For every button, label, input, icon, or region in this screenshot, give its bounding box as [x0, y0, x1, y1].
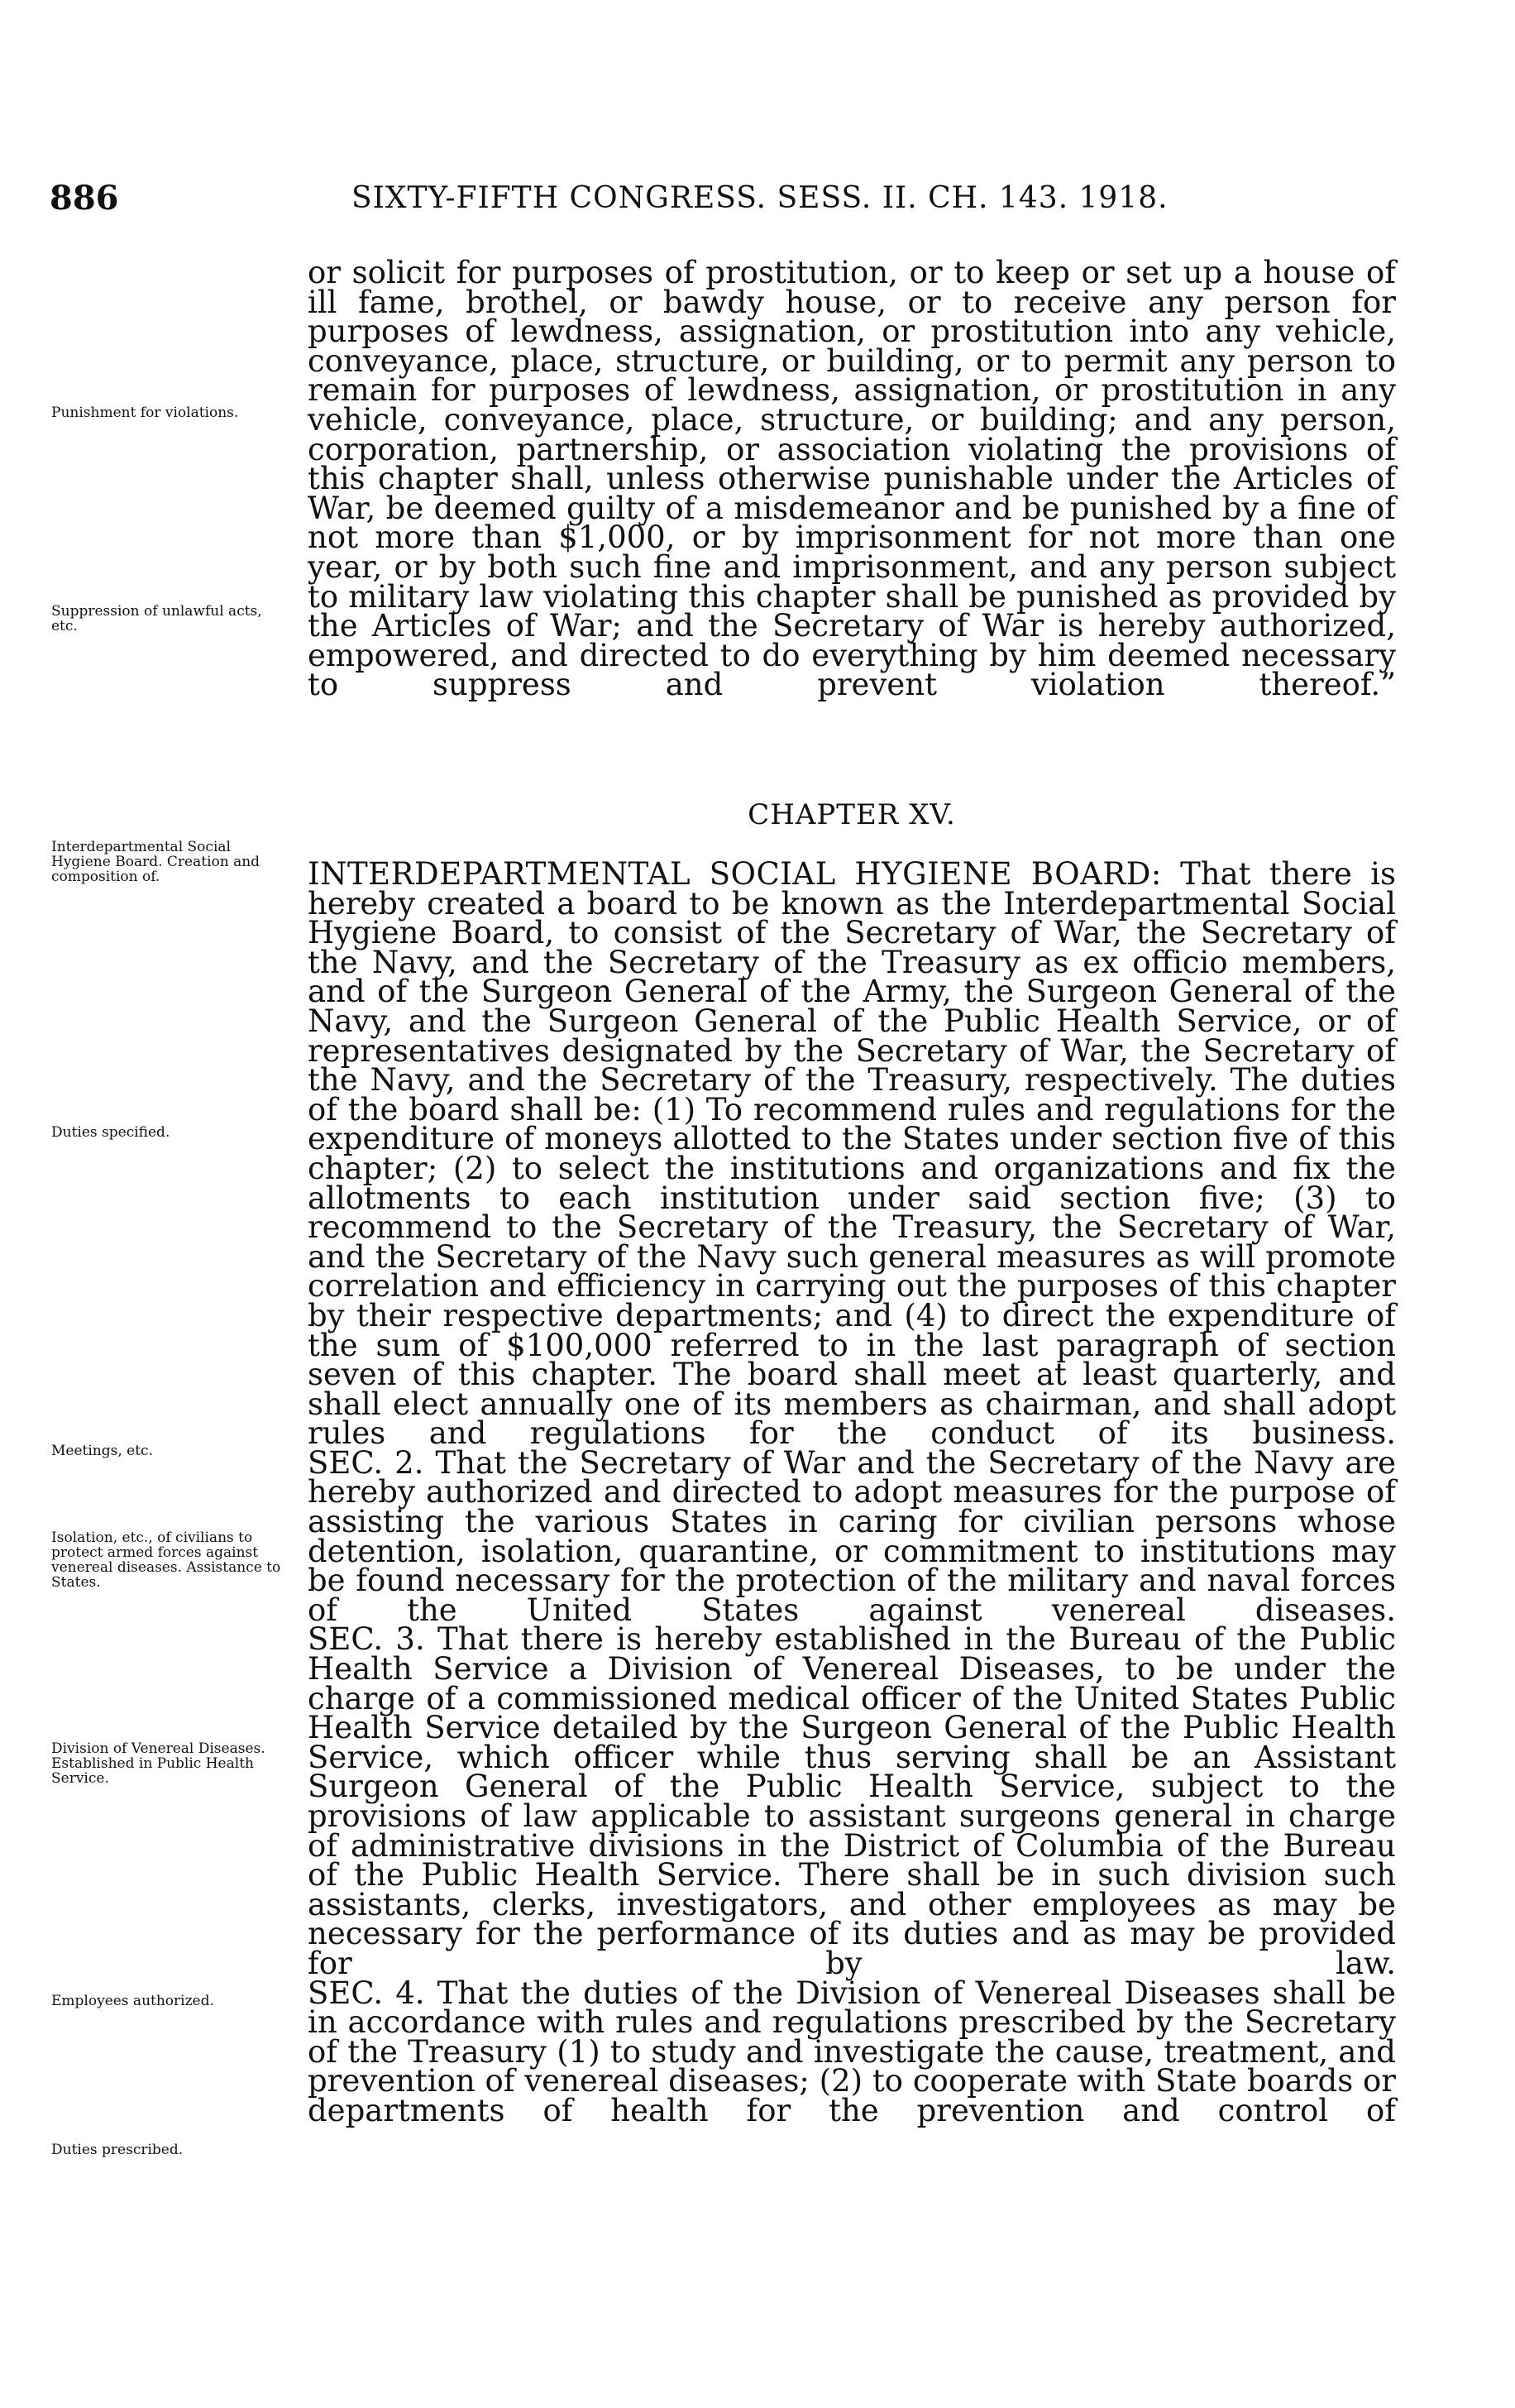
margin-note-duties-specified: Duties specified.: [51, 1124, 170, 1141]
body-block-prostitution: [308, 255, 1396, 703]
margin-note-duties-prescribed: Duties prescribed.: [51, 2142, 184, 2158]
margin-note-meetings: Meetings, etc.: [51, 1443, 153, 1459]
paragraph-sec-4: [308, 1975, 1397, 2128]
margin-note-employees: Employees authorized.: [51, 1993, 214, 2009]
running-title: SIXTY-FIFTH CONGRESS. SESS. II. CH. 143. 1918.: [351, 181, 1169, 215]
paragraph-board: [308, 856, 1396, 1452]
margin-note-board-creation: Interdepartmental Social Hygiene Board. Creation and composition of.: [51, 839, 260, 885]
margin-note-suppression: Suppression of unlawful acts, etc.: [51, 603, 262, 634]
sec-3-text: That there is hereby established in the Bureau of the Public Health Service a Division of Venereal Diseases, to be under the charge of a commissioned medical officer of the United States Public Health Service detailed by the Surgeon General of the Public Health Service, which officer while thus serving shall be an Assistant Surgeon General of the Public Health Service, subject to the provisions of law applicable to assistant surgeons general in charge of administrative divisions in the District of Columbia of the Bureau of the Public Health Service. There shall be in such division such assistants, clerks, investigators, and other employees as may be necessary for the performance of its duties and as may be provided for by law.: [308, 1621, 1397, 1981]
margin-note-division: Division of Venereal Diseases. Established in Public Health Service.: [51, 1740, 265, 1787]
board-lead: INTERDEPARTMENTAL SOCIAL HYGIENE BOARD:: [308, 856, 1162, 892]
paragraph-sec-3: [308, 1621, 1397, 1981]
sec-4-label: SEC. 4.: [308, 1975, 425, 2011]
margin-note-punishment: Punishment for violations.: [51, 405, 239, 421]
board-text: That there is hereby created a board to be known as the Interdepartmental Social Hygiene Board, to consist of the Secretary of War, the Secretary of the Navy, and the Secretary of the Treasury as ex officio members, and of the Surgeon General of the Army, the Surgeon General of the Navy, and the Surgeon General of the Public Health Service, or of representatives designated by the Secretary of War, the Secretary of the Navy, and the Secretary of the Treasury, respectively. The duties of the board shall be: (1) To recommend rules and regulations for the expenditure of moneys allotted to the States under section five of this chapter; (2) to select the institutions and organizations and fix the allotments to each institution under said section five; (3) to recommend to the Secretary of the Treasury, the Secretary of War, and the Secretary of the Navy such general measures as will promote correlation and efficiency in carrying out the purposes of this chapter by their respective departments; and (4) to direct the expenditure of the sum of $100,000 referred to in the last paragraph of section seven of this chapter. The board shall meet at least quarterly, and shall elect annually one of its members as chairman, and shall adopt rules and regulations for the conduct of its business.: [308, 856, 1396, 1452]
chapter-heading: CHAPTER XV.: [748, 798, 956, 831]
margin-note-isolation: Isolation, etc., of civilians to protect armed forces against venereal diseases. Assistance to States.: [51, 1530, 281, 1591]
page-header: [50, 175, 1389, 222]
paragraph-sec-2: [308, 1444, 1397, 1628]
sec-4-text: That the duties of the Division of Venereal Diseases shall be in accordance with rules and regulations prescribed by the Secretary of the Treasury (1) to study and investigate the cause, treatment, and prevention of venereal diseases; (2) to cooperate with State boards or departments of health for the prevention and control of: [308, 1975, 1397, 2128]
page-number: 886: [50, 179, 119, 218]
paragraph-prostitution: or solicit for purposes of prostitution, or to keep or set up a house of ill fame, brothel, or bawdy house, or to receive any person for purposes of lewdness, assignation, or prostitution into any vehicle, conveyance, place, structure, or building, or to permit any person to remain for purposes of lewdness, assignation, or prostitution in any vehicle, conveyance, place, structure, or building; and any person, corporation, partnership, or association violating the provisions of this chapter shall, unless otherwise punishable under the Articles of War, be deemed guilty of a misdemeanor and be punished by a fine of not more than $1,000, or by imprisonment for not more than one year, or by both such fine and imprisonment, and any person subject to military law violating this chapter shall be punished as provided by the Articles of War; and the Secretary of War is hereby authorized, empowered, and directed to do everything by him deemed necessary to suppress and prevent violation thereof.”: [308, 255, 1396, 703]
sec-2-text: That the Secretary of War and the Secretary of the Navy are hereby authorized and directed to adopt measures for the purpose of assisting the various States in caring for civilian persons whose detention, isolation, quarantine, or commitment to institutions may be found necessary for the protection of the military and naval forces of the United States against venereal diseases.: [308, 1444, 1397, 1628]
sec-2-label: SEC. 2.: [308, 1444, 424, 1481]
sec-3-label: SEC. 3.: [308, 1621, 425, 1658]
body-block-chapter-xv: [308, 856, 1397, 2128]
